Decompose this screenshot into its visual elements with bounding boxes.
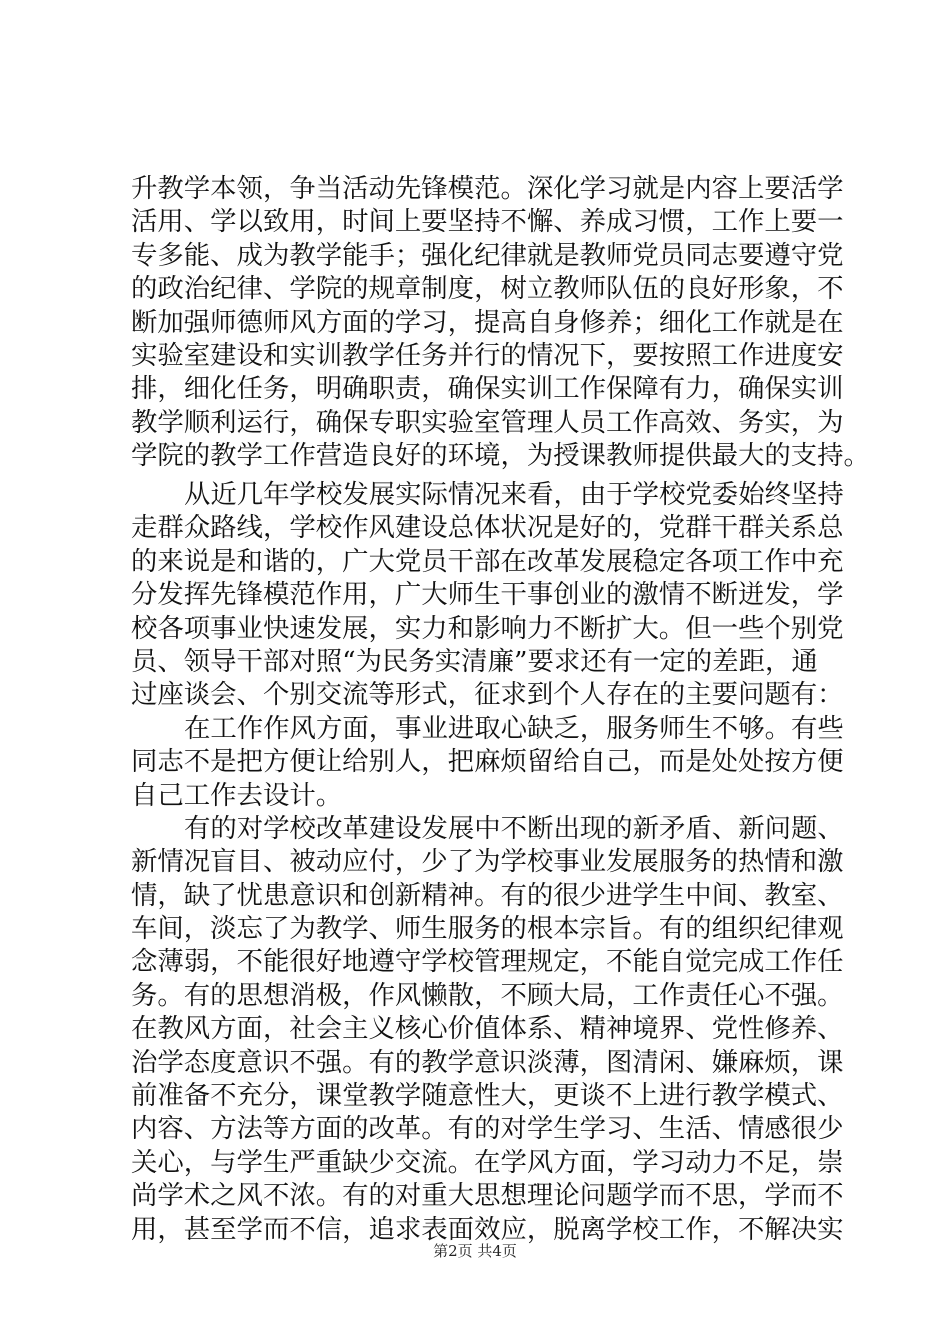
text-line: 用，甚至学而不信，追求表面效应，脱离学校工作，不解决实: [131, 1213, 844, 1245]
text-line: 尚学术之风不浓。有的对重大思想理论问题学而不思，学而不: [131, 1180, 844, 1212]
text-line: 从近几年学校发展实际情况来看，由于学校党委始终坚持: [184, 479, 844, 510]
text-line: 教学顺利运行，确保专职实验室管理人员工作高效、务实，为: [131, 406, 844, 438]
text-line: 走群众路线，学校作风建设总体状况是好的，党群干群关系总: [131, 512, 844, 544]
text-line: 车间，淡忘了为教学、师生服务的根本宗旨。有的组织纪律观: [131, 913, 844, 945]
page-number-footer: 第2页 共4页: [433, 1242, 517, 1260]
text-line: 升教学本领，争当活动先锋模范。深化学习就是内容上要活学: [131, 173, 844, 204]
text-line: 治学态度意识不强。有的教学意识淡薄，图清闲、嫌麻烦，课: [131, 1046, 844, 1078]
text-line: 关心，与学生严重缺少交流。在学风方面，学习动力不足，崇: [131, 1146, 844, 1178]
text-line: 的政治纪律、学院的规章制度，树立教师队伍的良好形象，不: [131, 273, 844, 305]
text-line: 情，缺了忧患意识和创新精神。有的很少进学生中间、教室、: [131, 879, 844, 911]
paragraph-1: [131, 172, 870, 473]
text-line: 活用、学以致用，时间上要坚持不懈、养成习惯，工作上要一: [131, 206, 844, 238]
text-line: 的来说是和谐的，广大党员干部在改革发展稳定各项工作中充: [131, 545, 844, 577]
text-line: 在工作作风方面，事业进取心缺乏，服务师生不够。有些: [184, 712, 844, 744]
text-line: 学院的教学工作营造良好的环境，为授课教师提供最大的支持。: [131, 440, 870, 472]
text-line: 内容、方法等方面的改革。有的对学生学习、生活、情感很少: [131, 1113, 844, 1145]
text-line: 分发挥先锋模范作用，广大师生干事创业的激情不断迸发，学: [131, 579, 844, 611]
text-line: 校各项事业快速发展，实力和影响力不断扩大。但一些个别党: [131, 612, 844, 644]
text-line: 断加强师德师风方面的学习，提高自身修养；细化工作就是在: [131, 306, 844, 338]
text-line: 有的对学校改革建设发展中不断出现的新矛盾、新问题、: [184, 812, 844, 844]
text-line: 过座谈会、个别交流等形式，征求到个人存在的主要问题有：: [131, 679, 844, 711]
text-line: 新情况盲目、被动应付，少了为学校事业发展服务的热情和激: [131, 846, 844, 878]
text-line: 同志不是把方便让给别人，把麻烦留给自己，而是处处按方便: [131, 746, 844, 778]
paragraph-2: [131, 478, 843, 1246]
text-line: 实验室建设和实训教学任务并行的情况下，要按照工作进度安: [131, 339, 844, 371]
text-line: 念薄弱，不能很好地遵守学校管理规定，不能自觉完成工作任: [131, 946, 844, 978]
text-line: 务。有的思想消极，作风懒散，不顾大局，工作责任心不强。: [131, 979, 844, 1011]
text-line: 排，细化任务，明确职责，确保实训工作保障有力，确保实训: [131, 373, 844, 405]
text-line: 自己工作去设计。: [131, 779, 343, 811]
text-line: 员、领导干部对照“为民务实清廉”要求还有一定的差距，通: [131, 645, 818, 677]
text-line: 专多能、成为教学能手；强化纪律就是教师党员同志要遵守党: [131, 239, 844, 271]
text-line: 在教风方面，社会主义核心价值体系、精神境界、党性修养、: [131, 1013, 844, 1045]
text-line: 前准备不充分，课堂教学随意性大，更谈不上进行教学模式、: [131, 1080, 844, 1112]
